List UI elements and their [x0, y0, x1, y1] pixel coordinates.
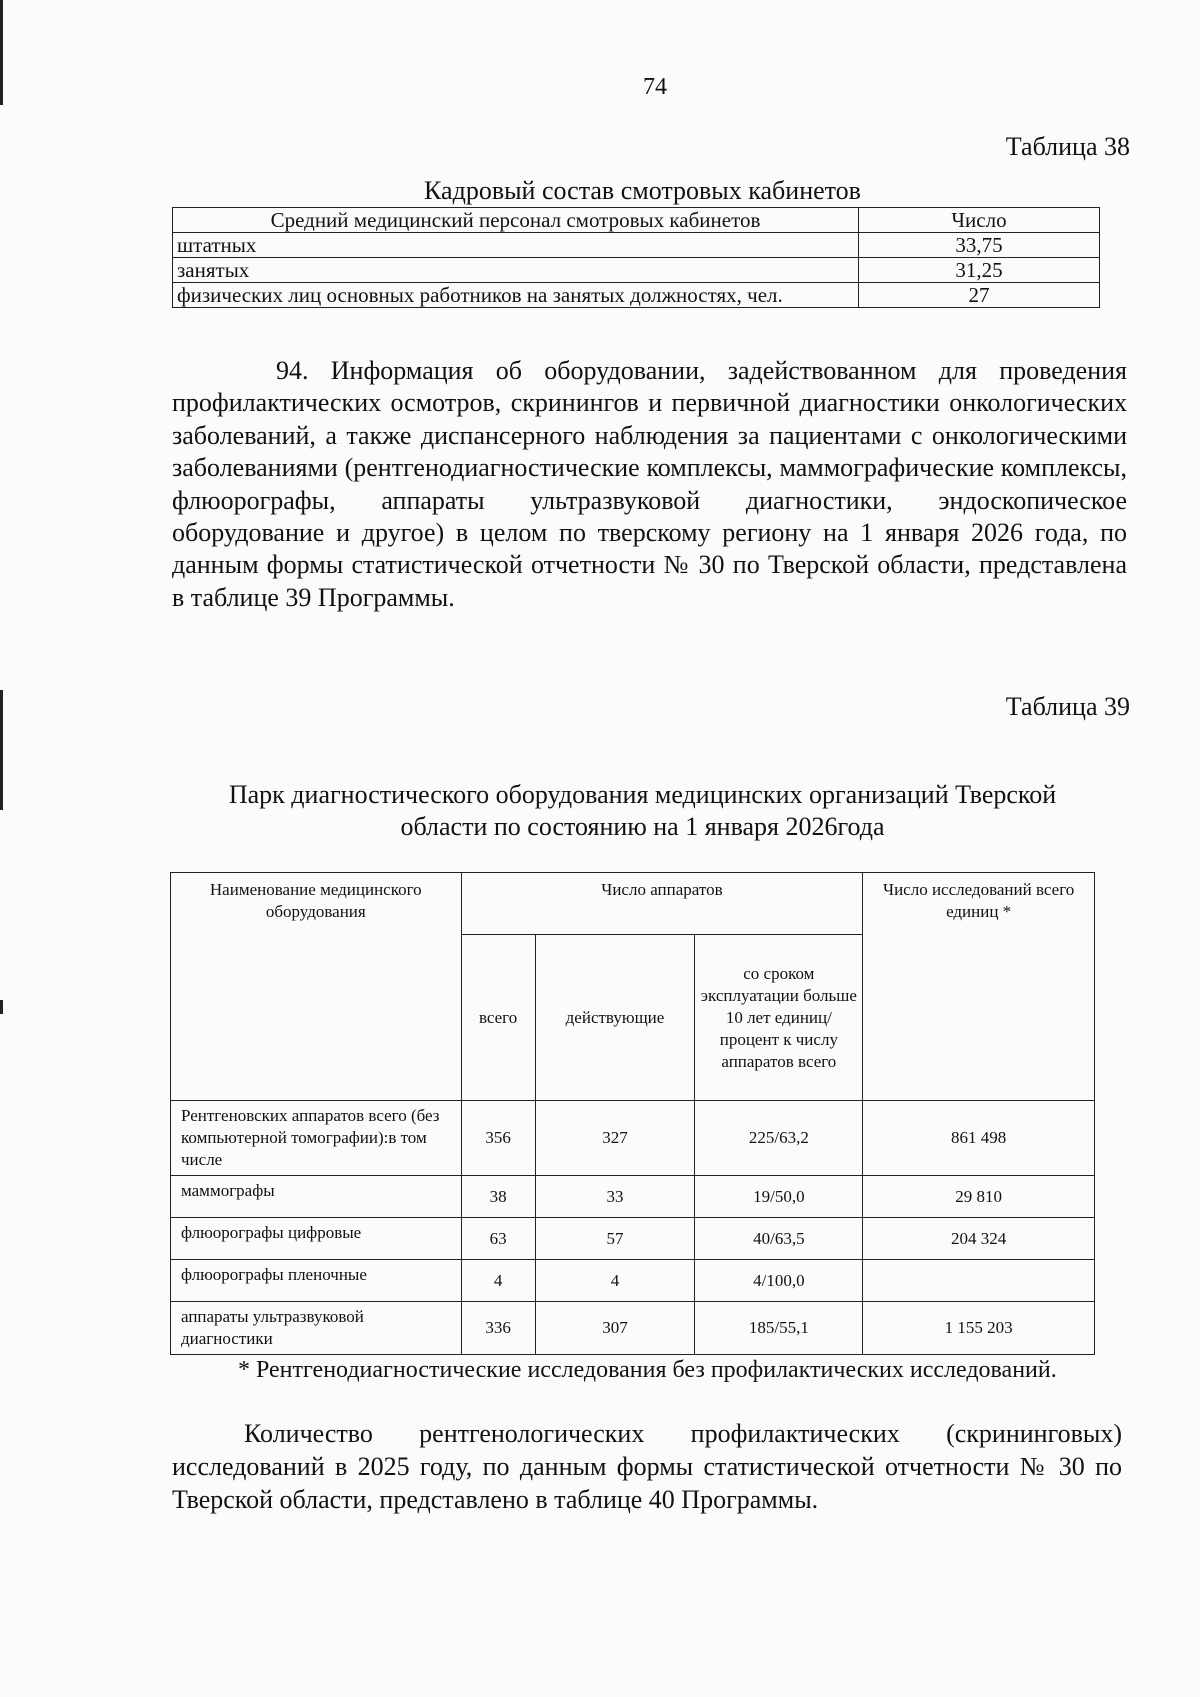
row-active: 307 [535, 1302, 695, 1355]
row-total: 4 [461, 1260, 535, 1302]
header-total: всего [461, 935, 535, 1101]
table-row [171, 1101, 1095, 1176]
row-value: 27 [859, 283, 1100, 308]
row-studies: 1 155 203 [863, 1302, 1095, 1355]
paragraph-final-text: Количество рентгенологических профилактических (скрининговых) исследований в 2025 году, по данным формы статистической отчетности № 30 по Тверской области, представлено в таблице 40 Программы. [172, 1419, 1122, 1514]
row-active: 327 [535, 1101, 695, 1176]
scan-edge-mark [0, 1000, 3, 1014]
table-header-row [173, 208, 1100, 233]
table-row [171, 1218, 1095, 1260]
table38-caption: Таблица 38 [1005, 132, 1130, 161]
row-total: 38 [461, 1176, 535, 1218]
table39-title-line2: области по состоянию на 1 января 2026года [400, 812, 885, 841]
paragraph-final [172, 1417, 1122, 1516]
table39-caption: Таблица 39 [1005, 692, 1130, 721]
row-studies: 861 498 [863, 1101, 1095, 1176]
row-label: физических лиц основных работников на занятых должностях, чел. [173, 283, 859, 308]
table38-title: Кадровый состав смотровых кабинетов [424, 176, 861, 205]
paragraph-94-text: 94. Информация об оборудовании, задействованном для проведения профилактических осмотров, скринингов и первичной диагностики онкологических заболеваний, а также диспансерного наблюдения за пациентами с онкологическими заболеваниями (рентгенодиагностические комплексы, маммографические комплексы, флюорографы, аппараты ультразвуковой диагностики, эндоскопическое оборудование и другое) в целом по тверскому региону на 1 января 2026 года, по данным формы статистической отчетности № 30 по Тверской области, представлена в таблице 39 Программы. [172, 356, 1127, 612]
row-name: аппараты ультразвуковой диагностики [171, 1302, 462, 1355]
row-over10: 4/100,0 [695, 1260, 863, 1302]
table-row [173, 258, 1100, 283]
header-active: действующие [535, 935, 695, 1101]
row-over10: 185/55,1 [695, 1302, 863, 1355]
row-label: занятых [173, 258, 859, 283]
row-studies: 29 810 [863, 1176, 1095, 1218]
scan-edge-mark [0, 690, 3, 810]
header-cell: Средний медицинский персонал смотровых кабинетов [173, 208, 859, 233]
header-over10: со сроком эксплуатации больше 10 лет единиц/ процент к числу аппаратов всего [695, 935, 863, 1101]
row-name: маммографы [171, 1176, 462, 1218]
header-name: Наименование медицинского оборудования [171, 873, 462, 1101]
page-number: 74 [643, 74, 667, 100]
table-row [171, 1302, 1095, 1355]
row-value: 33,75 [859, 233, 1100, 258]
header-cell: Число [859, 208, 1100, 233]
header-studies: Число исследований всего единиц * [863, 873, 1095, 1101]
row-total: 356 [461, 1101, 535, 1176]
paragraph-94 [172, 355, 1127, 614]
row-over10: 225/63,2 [695, 1101, 863, 1176]
row-name: флюорографы пленочные [171, 1260, 462, 1302]
row-label: штатных [173, 233, 859, 258]
row-name: Рентгеновских аппаратов всего (без компьютерной томографии):в том числе [171, 1101, 462, 1176]
table-header-row [171, 873, 1095, 935]
table-row [171, 1176, 1095, 1218]
staff-table [172, 207, 1100, 308]
row-value: 31,25 [859, 258, 1100, 283]
row-studies [863, 1260, 1095, 1302]
table-row [171, 1260, 1095, 1302]
row-over10: 40/63,5 [695, 1218, 863, 1260]
equipment-table [170, 872, 1095, 1355]
row-name: флюорографы цифровые [171, 1218, 462, 1260]
row-active: 4 [535, 1260, 695, 1302]
row-over10: 19/50,0 [695, 1176, 863, 1218]
table39-footnote: * Рентгенодиагностические исследования без профилактических исследований. [238, 1357, 1057, 1383]
row-total: 63 [461, 1218, 535, 1260]
row-total: 336 [461, 1302, 535, 1355]
header-devices: Число аппаратов [461, 873, 863, 935]
row-active: 57 [535, 1218, 695, 1260]
table-row [173, 233, 1100, 258]
row-studies: 204 324 [863, 1218, 1095, 1260]
table39-title-line1: Парк диагностического оборудования медицинских организаций Тверской [228, 780, 1057, 809]
table-row [173, 283, 1100, 308]
row-active: 33 [535, 1176, 695, 1218]
